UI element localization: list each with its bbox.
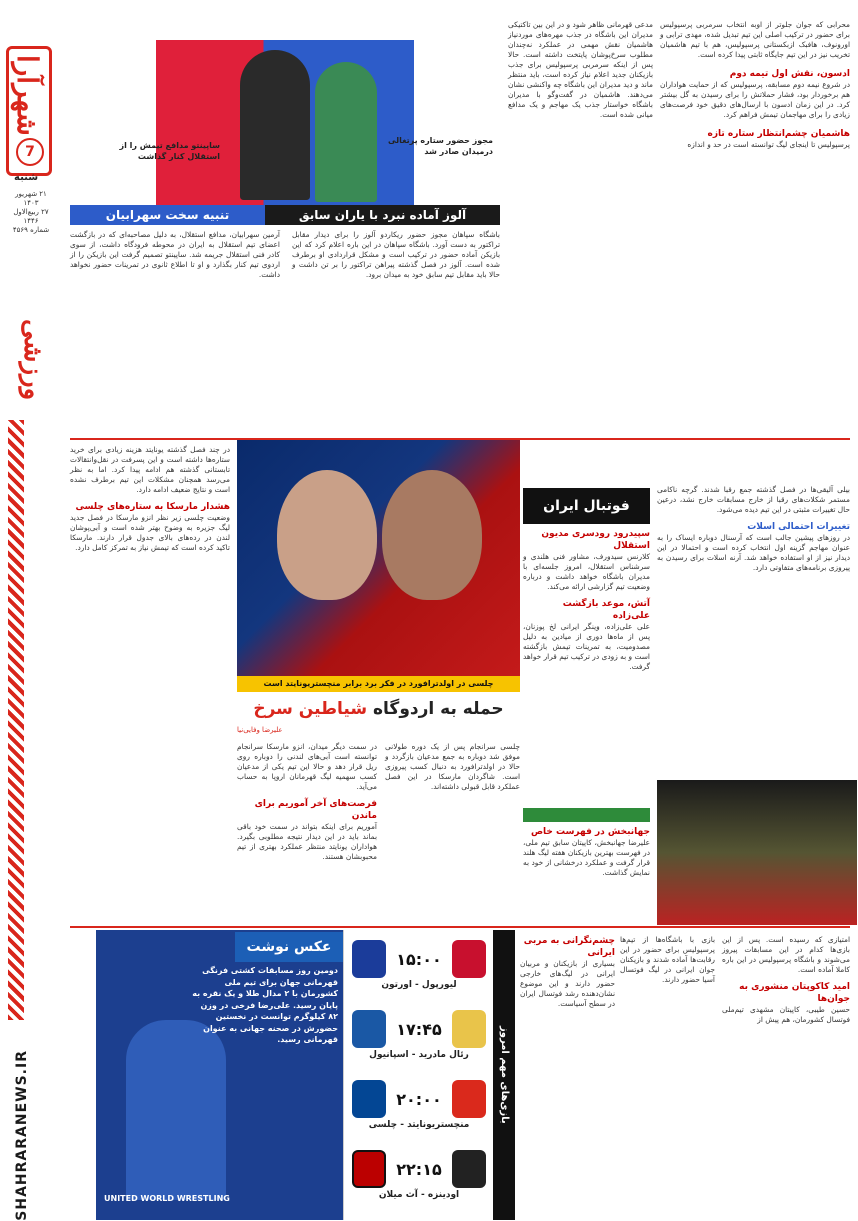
article-text: علی علی‌زاده، وینگر ایرانی لخ پوزنان، پس از ماه‌ها دوری از میادین به دلیل مصدومیت، به تمرینات تیمش بازگشته است و به زودی در ترکیب تیم قرار خواهد گرفت.	[523, 622, 650, 671]
date-block	[10, 190, 52, 235]
wrestler-figure	[126, 1020, 226, 1200]
futsal-col-c	[520, 935, 615, 1009]
subheading: ادسون، نقش اول تیمه دوم	[729, 69, 850, 79]
manutd-crest-icon	[452, 1080, 486, 1118]
futsal-col-b: بازی با باشگاه‌ها از تیم‌ها پرسپولیس برای حضور در این رقابت‌ها آماده شدند و بازیکنان جوان ایرانی در لیگ فوتسال آسیا حضور دارند.	[620, 935, 715, 984]
subheading: تغییرات احتمالی اسلات	[747, 522, 850, 532]
headline-left: تنبیه سخت سهرابیان	[70, 205, 265, 225]
espanyol-crest-icon	[352, 1010, 386, 1048]
article-text: وضعیت چلسی زیر نظر انزو مارسکا در فصل جدید لیگ جزیره به وضوح بهتر شده است و آبی‌پوشان لندن در رده‌های بالای جدول قرار دارند. مارسکا تاکید کرده است که تیمش نیاز به تمرکز کامل دارد.	[70, 513, 230, 552]
article-text: در شروع نیمه دوم مسابقه، پرسپولیس که از حمایت هواداران هم برخوردار بود، فشار حملاتش را برای رسیدن به گل بیشتر کرد. در این زمان ادسون با ارسال‌های دقیق خود فرصت‌های زیادی را برای مهاجمان تیمش فراهم کرد.	[660, 80, 850, 119]
article-text: در چند فصل گذشته یونایتد هزینه زیادی برای خرید ستاره‌ها داشته است و این پسرفت در نقل‌وانتقالات تابستانی گذشته هم ادامه پیدا کرد. اما به نظر می‌رسد همچنان مشکلات این تیم برطرف نشده است و نتایج ضعیف ادامه دارد.	[70, 445, 230, 494]
article-alves: باشگاه سپاهان مجوز حضور ریکاردو آلوز را برای دیدار مقابل تراکتور به دست آورد. باشگاه سپاهان در این باره اعلام کرد که این بازیکن آماده حضور در ترکیب است و مشکل قراردادی او برطرف شده است. آلوز در فصل گذشته پیراهن تراکتور را بر تن داشت و حالا باید مقابل تیم سابق خود به میدان برود.	[292, 230, 500, 279]
arsenal-article	[657, 485, 850, 573]
iran-football-header: فوتبال ایران	[523, 488, 650, 524]
article-text: پرسپولیس تا اینجای لیگ توانسته است در حد و اندازه	[687, 140, 850, 149]
caption-left: ساپینتو مدافع تیمش را از استقلال کنار گذاشت	[119, 141, 220, 161]
subheading: جهانبخش در فهرست خاص	[530, 827, 650, 837]
futsal-col-a	[722, 935, 850, 1025]
subheading: فرصت‌های آخر آموریم برای ماندن	[254, 799, 377, 821]
site-url[interactable]: SHAHRARANEWS.IR	[14, 1050, 30, 1221]
jahanbakhsh-article	[523, 826, 650, 878]
article-persepolis-cont: مدعی قهرمانی ظاهر شود و در این بین تاکتیکی مدیران این باشگاه در جذب مهره‌های موردنیاز هاشمیان نقش مهمی در عملکرد نه‌چندان مطلوب سرخ‌پوشان پایتخت داشته است. حالا پس از اینکه سرمربی پرسپولیس برای جذب بازیکنان جدید اعلام نیاز کرده است، باید منتظر ماند و دید مدیران این باشگاه چه واکنشی نشان می‌دهند. هاشمیان در گفت‌وگو با مدیران باشگاه خواستار جذب یک مهاجم و یک مدافع میانی شده است.	[508, 20, 653, 119]
stadium-photo	[657, 780, 857, 925]
subheading: امید کاکوپتان منشوری به جوان‌ها	[739, 982, 850, 1004]
article-text: امتیازی که رسیده است. پس از این بازی‌ها کدام در این مسابقات پیروز می‌شوند و باشگاه پرسپولیس در این باره کاملا آماده است.	[722, 935, 850, 974]
fixture-teams: رئال مادرید - اسپانیول	[369, 1050, 469, 1060]
divider	[70, 926, 850, 928]
date-line: ۲۷ ربیع‌الاول ۱۴۴۶	[13, 208, 49, 225]
headline-right: آلوز آماده نبرد با یاران سابق	[265, 205, 500, 225]
chelsea-crest-icon	[352, 1080, 386, 1118]
subheading: هشدار مارسکا به ستاره‌های چلسی	[75, 502, 230, 512]
article-text: بیلی آلیقی‌ها در فصل گذشته جمع رقبا شدند. گرچه ناکامی مستمر شکلات‌های رقبا از خارج مسابقات خارج نشد، درعین حال تغییرات مثبتی در این تیم دیده می‌شود.	[657, 485, 850, 514]
fixtures-panel	[343, 930, 493, 1220]
date-line: شماره ۴۵۶۹	[12, 226, 50, 234]
article-text: در روزهای پیشین جالب است که آرسنال دوباره ایساک را به عنوان مهاجم گزینه اول انتخاب کرده است و احتمالا در این دیدار نیز از او استفاده خواهد شد. آرنه اسلات برای رسیدن به پیروزی برنامه‌های متفاوتی دارد.	[657, 533, 850, 572]
section-logo: ورزشی	[18, 318, 48, 400]
fixture-time: ۲۰:۰۰	[396, 1090, 442, 1109]
headline-red: شیاطین سرخ	[253, 699, 368, 719]
fixture-teams: لیورپول - اورتون	[381, 980, 457, 990]
liverpool-crest-icon	[452, 940, 486, 978]
article-text: در سمت دیگر میدان، انزو مارسکا سرانجام توانسته است آبی‌های لندنی را دوباره روی ریل قرار دهد و حالا این تیم یکی از مدعیان کسب سهمیه لیگ قهرمانان اروپا به حساب می‌آید.	[237, 742, 377, 791]
fixture-row[interactable]	[344, 932, 494, 1002]
player-bruno	[382, 470, 482, 600]
section-bar	[523, 808, 650, 822]
date-line: ۲۱ شهریور ۱۴۰۳	[15, 190, 47, 207]
chelsea-banner: چلسی در اولدترافورد در فکر برد برابر منچستریونایتد است	[237, 676, 520, 692]
fixture-teams: منچستریونایتد - چلسی	[368, 1120, 470, 1130]
masthead	[0, 0, 62, 1220]
chelsea-united-photo	[237, 440, 520, 676]
subheading: هاشمیان چشم‌انتظار ستاره تازه	[707, 129, 850, 139]
top-photo	[70, 40, 500, 215]
article-sohrabian: آرمین سهرابیان، مدافع استقلال، به دلیل مصاحبه‌ای که در بازگشت اعضای تیم استقلال به ایران در محوطه فرودگاه داشت، از سوی کادر فنی استقلال جریمه شد. ساپینتو تصمیم گرفت این بازیکن را از اردوی تیم کنار بگذارد و او تا اطلاع ثانوی در تمرینات حضور نخواهد داشت.	[70, 230, 280, 279]
article-text: کلارنس سیدورف، مشاور فنی هلندی و سرشناس استقلال، امروز جلسه‌ای با مدیران باشگاه خواهد داشت و درباره وضعیت تیم گزارشی ارائه می‌کند.	[523, 552, 650, 591]
subheading: سپیدرود رودسری مدیون استقلال	[541, 529, 650, 551]
fixture-time: ۱۵:۰۰	[396, 950, 442, 969]
player-alves	[240, 50, 310, 200]
fixture-teams: اودینزه - آث میلان	[378, 1190, 460, 1200]
logo-text: شهرآرا	[11, 55, 44, 136]
article-text: حسین طیبی، کاپیتان مشهدی تیم‌ملی فوتسال کشورمان، هم پیش از	[722, 1005, 850, 1024]
article-text: بسیاری از بازیکنان و مربیان ایرانی در لیگ‌های خارجی حضور دارند و این موضوع نشان‌دهنده رشد فوتسال ایران در سطح آسیاست.	[520, 959, 615, 1008]
byline: علیرضا وفایی‌نیا	[237, 726, 283, 734]
article-persepolis	[660, 20, 850, 150]
chelsea-col2	[237, 742, 377, 862]
udinese-crest-icon	[452, 1150, 486, 1188]
weekday: شنبه	[14, 172, 39, 183]
acmilan-crest-icon	[352, 1150, 386, 1188]
fixture-row[interactable]	[344, 1142, 494, 1212]
chelsea-col1	[70, 445, 230, 553]
chelsea-col3: چلسی سرانجام پس از یک دوره طولانی موفق شد دوباره به جمع مدعیان بازگردد و حالا در اولدترافورد به دنبال کسب پیروزی است. شاگردان مارسکا در این فصل عملکرد قابل قبولی داشته‌اند.	[385, 742, 520, 791]
iran-football-column	[523, 528, 650, 672]
article-text: محرابی که جوان جلوتر از اوبه انتخاب سرمربی پرسپولیس برای حضور در ترکیب اصلی این تیم تبدیل شده، مهدی ترابی و اورونوف، هافبک ازبکستانی پرسپولیس، هم با تیم هاشمیان تخریب نیز در این تیم جایگاه ثابتی پیدا کرده است.	[660, 20, 850, 59]
uww-logo: UNITED WORLD WRESTLING	[104, 1194, 230, 1203]
fixture-time: ۲۲:۱۵	[396, 1160, 442, 1179]
player-sohrabian	[315, 62, 377, 202]
fixture-time: ۱۷:۴۵	[396, 1020, 442, 1039]
subheading: چشم‌نگرانی به مربی ایرانی	[523, 936, 615, 958]
photo-caption: دومین روز مسابقات کشتی فرنگی قهرمانی جهان برای تیم ملی کشورمان با ۲ مدال طلا و یک نقره به پایان رسید. علی‌رضا فرخی در وزن ۸۲ کیلوگرم توانست در نخستین حضورش در صحنه جهانی به عنوان قهرمانی رسید.	[192, 966, 338, 1044]
fixture-row[interactable]	[344, 1002, 494, 1072]
fixtures-bar: بازی‌های مهم امروز	[493, 930, 515, 1220]
headline-black: حمله به اردوگاه	[373, 699, 504, 719]
everton-crest-icon	[352, 940, 386, 978]
page-number: 7	[16, 138, 44, 166]
decorative-stripe	[8, 420, 24, 1020]
caption-right: مجوز حضور ستاره پرتغالی درمیدان صادر شد	[387, 136, 493, 156]
article-text: آموریم برای اینکه بتواند در سمت خود باقی بماند باید در این دیدار نتیجه مطلوبی بگیرد. هواداران یونایتد منتظر عملکرد بهتری از تیم محبوبشان هستند.	[237, 822, 377, 861]
subheading: آتش، موعد بازگشت علی‌زاده	[562, 599, 650, 621]
player-enzo	[277, 470, 377, 600]
fixture-row[interactable]	[344, 1072, 494, 1142]
realmadrid-crest-icon	[452, 1010, 486, 1048]
chelsea-headline	[237, 694, 520, 724]
photo-title: عکس نوشت	[235, 932, 343, 962]
article-text: علیرضا جهانبخش، کاپیتان سابق تیم ملی، در فهرست بهترین بازیکنان هفته لیگ هلند قرار گرفت و عملکرد درخشانی از خود به نمایش گذاشت.	[523, 838, 650, 877]
